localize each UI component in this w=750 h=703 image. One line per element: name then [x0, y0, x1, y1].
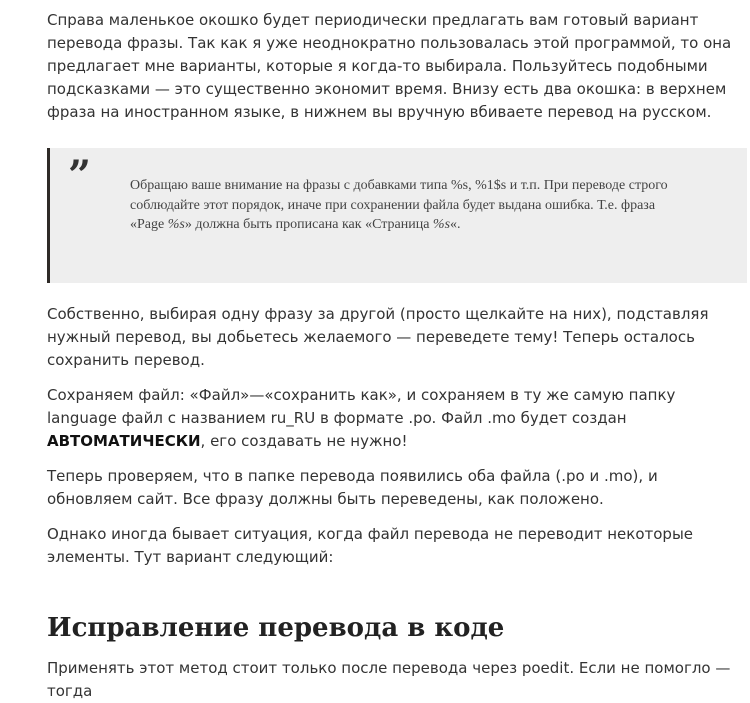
quote-mark-icon: ”	[68, 152, 92, 199]
blockquote-text	[130, 176, 670, 235]
quote-text-middle: » должна быть прописана как «Страница	[184, 217, 433, 232]
paragraph-situation: Однако иногда бывает ситуация, когда файл перевода не переводит некоторые элементы. Тут вариант следующий:	[47, 525, 694, 566]
paragraph-method: Применять этот метод стоит только после перевода через poedit. Если не помогло — тогда	[47, 659, 731, 700]
article-body	[47, 0, 747, 703]
quote-placeholder-2: %s	[432, 217, 451, 232]
blockquote	[47, 148, 747, 283]
section-heading: Исправление перевода в коде	[47, 613, 505, 643]
paragraph-save-file	[47, 384, 747, 453]
save-text-after: , его создавать не нужно!	[200, 432, 408, 450]
paragraph-intro: Справа маленькое окошко будет периодически предлагать вам готовый вариант перевода фразы. Так как я уже неоднократно пользовалась этой программой, то она предлагает мне варианты, которые я когда-то выбирала. Пользуйтесь подобными подсказками — это существенно экономит время. Внизу есть два окошка: в верхнем фраза на иностранном языке, в нижнем вы вручную вбиваете перевод на русском.	[47, 11, 732, 121]
quote-placeholder-1: %s	[167, 217, 185, 232]
quote-text-end: «.	[450, 217, 461, 232]
quote-text-start: Обращаю ваше внимание на фразы с добавками типа %s, %1$s и т.п. При переводе строго соблюдайте этот порядок, иначе при сохранении файла будет выдана ошибка. Т.е. фраза «Page	[130, 178, 668, 232]
save-text-before: Сохраняем файл: «Файл»—«сохранить как», и сохраняем в ту же самую папку language файл с названием ru_RU в формате .po. Файл .mo будет создан	[47, 386, 676, 427]
paragraph-check-files: Теперь проверяем, что в папке перевода появились оба файла (.po и .mo), и обновляем сайт. Все фразу должны быть переведены, как положено.	[47, 467, 658, 508]
paragraph-select-phrases: Собственно, выбирая одну фразу за другой (просто щелкайте на них), подставляя нужный перевод, вы добьетесь желаемого — переведете тему! Теперь осталось сохранить перевод.	[47, 305, 709, 369]
save-text-bold: АВТОМАТИЧЕСКИ	[47, 432, 201, 450]
